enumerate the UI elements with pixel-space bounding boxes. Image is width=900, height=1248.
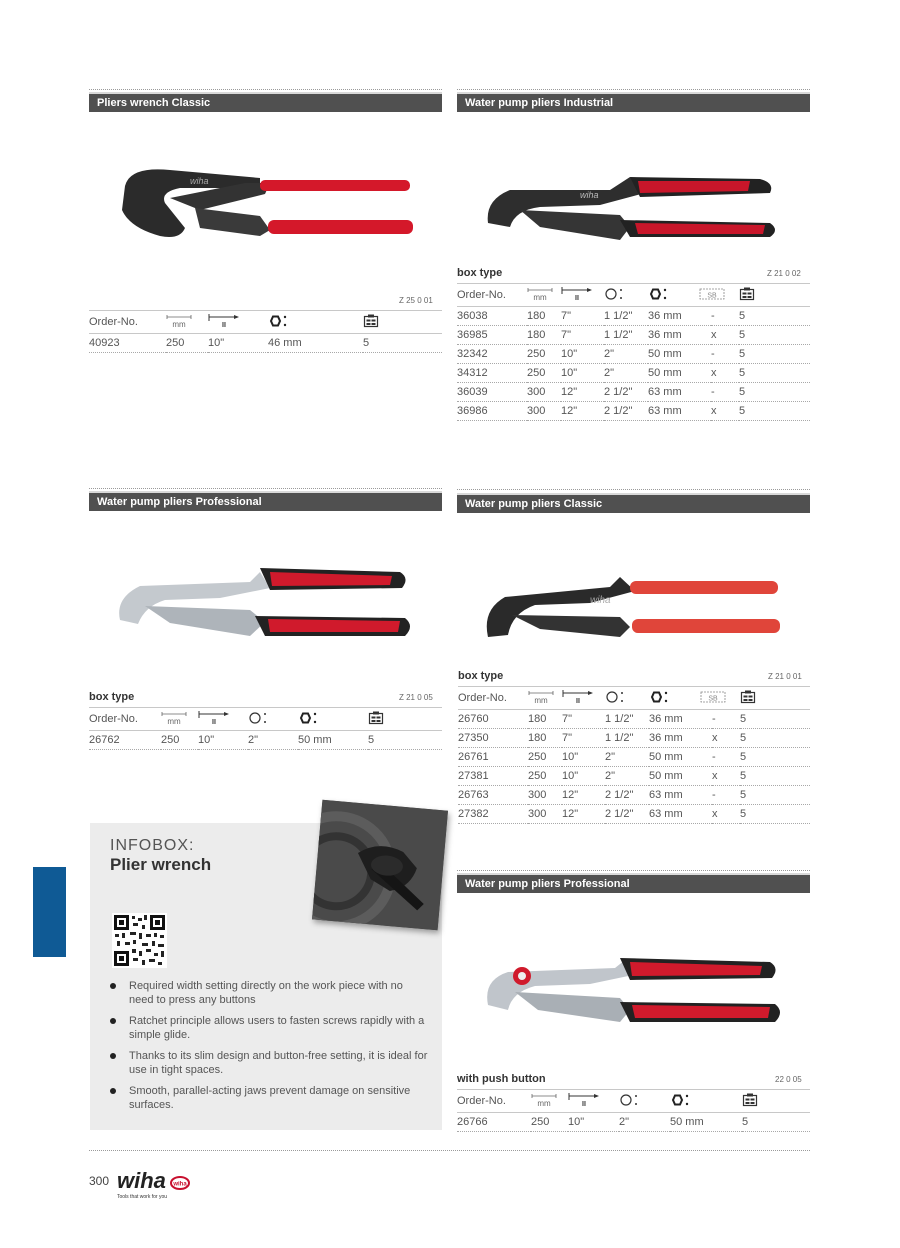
svg-text:SB: SB: [708, 695, 718, 702]
wpp-industrial-image: [480, 165, 790, 255]
table-cell: 36 mm: [649, 710, 712, 729]
table-cell: 2": [605, 767, 649, 786]
bullet-icon: [110, 1018, 116, 1024]
table-cell: 180: [528, 710, 562, 729]
table-cell: 50 mm: [648, 345, 711, 364]
wpp-professional-image: [110, 558, 420, 648]
svg-text:mm: mm: [534, 695, 548, 704]
table-row: [89, 334, 442, 353]
package-icon: [368, 708, 442, 731]
table-cell: 2 1/2": [605, 805, 649, 824]
divider: [457, 89, 810, 90]
table-cell: 10": [561, 364, 604, 383]
table-cell: 5: [740, 767, 810, 786]
order-no-label: Order-No.: [89, 708, 161, 731]
wpp-classic-image: [480, 565, 790, 650]
table-cell: 1 1/2": [604, 307, 648, 326]
table-cell: 10": [208, 334, 268, 353]
table-cell: 12": [561, 402, 604, 421]
table-cell: 26761: [458, 748, 528, 767]
sb-pack-icon: [707, 284, 739, 307]
size-inch-icon: [568, 1090, 619, 1113]
table-cell: 26763: [458, 786, 528, 805]
table-cell: 250: [527, 364, 561, 383]
round-nut-icon: [248, 708, 298, 731]
table-cell: 5: [740, 786, 810, 805]
table-cell: 5: [739, 345, 810, 364]
spec-table-wpp-industrial: [457, 283, 810, 421]
table-row: [458, 786, 810, 805]
table-cell: -: [712, 748, 740, 767]
package-icon: [740, 687, 810, 710]
order-no-label: Order-No.: [457, 284, 527, 307]
wpp-professional-push-image: [480, 950, 790, 1045]
table-cell: 250: [527, 345, 561, 364]
svg-text:Tools that work for you: Tools that work for you: [117, 1194, 168, 1200]
table-cell: 46 mm: [268, 334, 363, 353]
chapter-tab: [33, 867, 66, 957]
table-cell: 5: [739, 326, 810, 345]
svg-text:II: II: [582, 1100, 586, 1107]
table-cell: x: [711, 364, 739, 383]
footer-divider: [89, 1150, 810, 1151]
table-cell: 5: [742, 1113, 810, 1132]
size-mm-icon: [161, 708, 198, 731]
table-cell: -: [712, 786, 740, 805]
table-cell: 2": [604, 345, 648, 364]
table-cell: 250: [161, 731, 198, 750]
section-wpp-industrial: [457, 92, 810, 112]
table-row: [457, 364, 810, 383]
list-item: Thanks to its slim design and button-free setting, it is ideal for use in tight spaces.: [108, 1049, 428, 1077]
table-cell: 36985: [457, 326, 527, 345]
divider: [89, 89, 442, 90]
table-cell: 26762: [89, 731, 161, 750]
table-cell: 1 1/2": [605, 710, 649, 729]
table-cell: 5: [739, 364, 810, 383]
svg-text:II: II: [576, 697, 580, 704]
table-cell: 27381: [458, 767, 528, 786]
table-row: [89, 731, 442, 750]
table-cell: 50 mm: [649, 748, 712, 767]
package-icon: [739, 284, 810, 307]
table-cell: 12": [562, 805, 605, 824]
subtitle: box type: [457, 267, 503, 279]
table-cell: 10": [568, 1113, 619, 1132]
table-cell: 5: [740, 710, 810, 729]
table-cell: 12": [562, 786, 605, 805]
table-cell: 50 mm: [298, 731, 368, 750]
article-code: Z 21 0 01: [768, 672, 802, 681]
bullet-icon: [110, 1088, 116, 1094]
table-cell: 5: [368, 731, 442, 750]
spec-table-wpp-professional-box: [89, 707, 442, 750]
hex-nut-icon: [268, 311, 363, 334]
table-cell: -: [712, 710, 740, 729]
article-code: Z 21 0 05: [399, 693, 433, 702]
table-cell: 5: [739, 307, 810, 326]
table-cell: 5: [740, 805, 810, 824]
size-inch-icon: [208, 311, 268, 334]
spec-table-wpp-classic: [458, 686, 810, 824]
divider: [457, 489, 810, 490]
size-mm-icon: [527, 284, 561, 307]
svg-text:mm: mm: [167, 716, 181, 725]
table-cell: 26760: [458, 710, 528, 729]
table-cell: -: [711, 345, 739, 364]
svg-text:II: II: [222, 321, 226, 328]
table-cell: 2 1/2": [604, 402, 648, 421]
svg-text:mm: mm: [172, 319, 186, 328]
table-cell: 63 mm: [649, 805, 712, 824]
table-header: [457, 1090, 810, 1113]
svg-text:wiha: wiha: [173, 1181, 187, 1188]
subtitle: box type: [458, 670, 504, 682]
table-row: [458, 767, 810, 786]
plier-wrench-photo: [312, 800, 448, 931]
table-cell: 2": [604, 364, 648, 383]
table-cell: x: [712, 767, 740, 786]
svg-text:mm: mm: [533, 292, 547, 301]
table-row: [458, 805, 810, 824]
table-cell: 36 mm: [648, 326, 711, 345]
table-cell: 300: [528, 805, 562, 824]
table-cell: 1 1/2": [604, 326, 648, 345]
list-item: Smooth, parallel-acting jaws prevent damage on sensitive surfaces.: [108, 1084, 428, 1112]
table-cell: 250: [528, 767, 562, 786]
table-cell: x: [712, 729, 740, 748]
table-header: [89, 311, 442, 334]
bullet-icon: [110, 983, 116, 989]
table-cell: 2 1/2": [604, 383, 648, 402]
spec-table-wpp-professional-push: [457, 1089, 810, 1132]
table-cell: 34312: [457, 364, 527, 383]
size-mm-icon: [528, 687, 562, 710]
table-cell: 180: [528, 729, 562, 748]
table-cell: 32342: [457, 345, 527, 364]
spec-table-pliers-wrench-classic: [89, 310, 442, 353]
svg-text:SB: SB: [707, 292, 717, 299]
table-cell: 5: [740, 748, 810, 767]
svg-text:II: II: [212, 718, 216, 725]
table-cell: 40923: [89, 334, 166, 353]
svg-text:II: II: [575, 294, 579, 301]
table-cell: 300: [527, 383, 561, 402]
table-cell: 27382: [458, 805, 528, 824]
package-icon: [742, 1090, 810, 1113]
order-no-label: Order-No.: [457, 1090, 531, 1113]
section-title: Water pump pliers Professional: [89, 491, 442, 511]
table-cell: 7": [561, 307, 604, 326]
table-row: [457, 307, 810, 326]
table-cell: 10": [562, 748, 605, 767]
table-cell: 2": [605, 748, 649, 767]
order-no-label: Order-No.: [458, 687, 528, 710]
table-row: [458, 748, 810, 767]
table-row: [457, 345, 810, 364]
size-inch-icon: [561, 284, 604, 307]
section-title: Water pump pliers Professional: [457, 873, 810, 893]
subtitle: box type: [89, 691, 135, 703]
table-row: [457, 1113, 810, 1132]
list-item: Required width setting directly on the work piece with no need to press any buttons: [108, 979, 428, 1007]
subtitle: with push button: [457, 1073, 546, 1085]
table-row: [457, 402, 810, 421]
infobox-kicker: INFOBOX:: [110, 837, 195, 854]
table-cell: 10": [561, 345, 604, 364]
divider: [89, 488, 442, 489]
round-nut-icon: [619, 1090, 670, 1113]
package-icon: [363, 311, 442, 334]
table-cell: 2 1/2": [605, 786, 649, 805]
article-code: Z 21 0 02: [767, 269, 801, 278]
table-cell: 10": [198, 731, 248, 750]
sb-pack-icon: [708, 687, 740, 710]
size-mm-icon: [531, 1090, 568, 1113]
table-header: [458, 687, 810, 710]
table-cell: 5: [739, 383, 810, 402]
section-wpp-professional-box: [89, 491, 442, 511]
table-cell: 50 mm: [649, 767, 712, 786]
table-cell: 2": [619, 1113, 670, 1132]
table-cell: 12": [561, 383, 604, 402]
table-cell: -: [711, 383, 739, 402]
table-cell: 2": [248, 731, 298, 750]
table-cell: 50 mm: [648, 364, 711, 383]
size-inch-icon: [562, 687, 605, 710]
svg-text:wiha: wiha: [190, 176, 209, 186]
hex-nut-icon: [670, 1090, 742, 1113]
article-code: Z 25 0 01: [399, 296, 433, 305]
table-row: [457, 383, 810, 402]
table-row: [457, 326, 810, 345]
table-cell: 1 1/2": [605, 729, 649, 748]
table-cell: 27350: [458, 729, 528, 748]
table-cell: 300: [528, 786, 562, 805]
infobox-bullets: [108, 979, 428, 1119]
table-cell: 36 mm: [649, 729, 712, 748]
table-cell: 300: [527, 402, 561, 421]
table-cell: 7": [561, 326, 604, 345]
list-item: Ratchet principle allows users to fasten screws rapidly with a simple glide.: [108, 1014, 428, 1042]
section-title: Water pump pliers Industrial: [457, 92, 810, 112]
table-header: [457, 284, 810, 307]
table-cell: 250: [166, 334, 208, 353]
infobox-title: Plier wrench: [110, 855, 212, 874]
table-cell: 63 mm: [649, 786, 712, 805]
table-cell: 5: [740, 729, 810, 748]
table-cell: 50 mm: [670, 1113, 742, 1132]
table-cell: 7": [562, 710, 605, 729]
table-cell: 7": [562, 729, 605, 748]
size-inch-icon: [198, 708, 248, 731]
table-cell: 180: [527, 307, 561, 326]
order-no-label: Order-No.: [89, 311, 166, 334]
section-title: Pliers wrench Classic: [89, 92, 442, 112]
section-pliers-wrench-classic: [89, 92, 442, 112]
round-nut-icon: [604, 284, 648, 307]
table-cell: -: [711, 307, 739, 326]
article-code: 22 0 05: [775, 1075, 802, 1084]
svg-text:mm: mm: [537, 1098, 551, 1107]
section-title: Water pump pliers Classic: [457, 493, 810, 513]
table-cell: 250: [528, 748, 562, 767]
table-cell: 180: [527, 326, 561, 345]
table-cell: 36039: [457, 383, 527, 402]
table-cell: 26766: [457, 1113, 531, 1132]
table-cell: 5: [363, 334, 442, 353]
section-wpp-professional-push: [457, 873, 810, 893]
table-cell: x: [711, 402, 739, 421]
table-cell: 36 mm: [648, 307, 711, 326]
round-nut-icon: [605, 687, 649, 710]
svg-text:wiha: wiha: [580, 190, 599, 200]
table-cell: x: [711, 326, 739, 345]
table-cell: 250: [531, 1113, 568, 1132]
table-cell: 36986: [457, 402, 527, 421]
svg-text:wiha: wiha: [590, 595, 611, 606]
hex-nut-icon: [298, 708, 368, 731]
bullet-icon: [110, 1053, 116, 1059]
table-cell: 5: [739, 402, 810, 421]
table-row: [458, 710, 810, 729]
size-mm-icon: [166, 311, 208, 334]
table-header: [89, 708, 442, 731]
section-wpp-classic: [457, 493, 810, 513]
page-number: 300: [89, 1174, 110, 1188]
svg-text:wiha: wiha: [117, 1168, 166, 1193]
qr-code-icon[interactable]: [112, 913, 167, 968]
table-cell: x: [712, 805, 740, 824]
table-cell: 10": [562, 767, 605, 786]
table-cell: 63 mm: [648, 383, 711, 402]
table-row: [458, 729, 810, 748]
table-cell: 63 mm: [648, 402, 711, 421]
pliers-wrench-classic-image: [110, 158, 420, 248]
table-cell: 36038: [457, 307, 527, 326]
brand-logo: [117, 1168, 197, 1205]
divider: [457, 870, 810, 871]
